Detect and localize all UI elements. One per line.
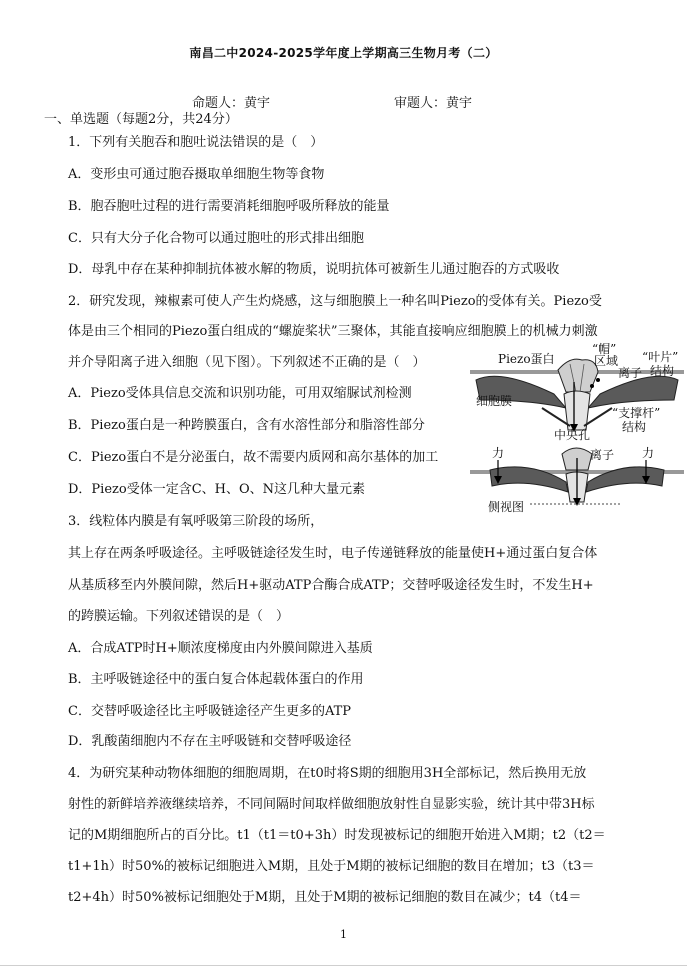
q4-stem-line-4: t1+1h）时50%的被标记细胞进入M期，且处于M期的被标记细胞的数目在增加；t3（t3＝ — [68, 859, 595, 874]
q1-option-c: C．只有大分子化合物可以通过胞吐的形式排出细胞 — [68, 231, 364, 246]
label-cap-1: “帽” — [592, 342, 617, 356]
q2-option-d: D．Piezo受体一定含C、H、O、N这几种大量元素 — [68, 482, 366, 497]
q3-stem-line-2: 其上存在两条呼吸途径。主呼吸链途径发生时，电子传递链释放的能量使H+通过蛋白复合体 — [68, 546, 598, 561]
q1-stem: 1．下列有关胞吞和胞吐说法错误的是（ ） — [68, 135, 324, 150]
label-force-left: 力 — [492, 446, 505, 460]
q3-option-a: A．合成ATP时H+顺浓度梯度由内外膜间隙进入基质 — [68, 641, 373, 656]
exam-title: 南昌二中2024-2025学年度上学期高三生物月考（二） — [189, 46, 498, 60]
q4-stem-line-2: 射性的新鲜培养液继续培养，不同间隔时间取样做细胞放射性自显影实验，统计其中带3H标 — [68, 797, 595, 812]
q2-stem-line-1: 2．研究发现，辣椒素可使人产生灼烧感，这与细胞膜上一种名叫Piezo的受体有关。Piezo受 — [68, 294, 602, 309]
q4-stem-line-5: t2+4h）时50%被标记细胞处于M期，且处于M期的被标记细胞的数目在减少；t4（t4＝ — [68, 890, 582, 905]
label-ion-top: 离子 — [618, 366, 643, 380]
label-force-right: 力 — [642, 446, 655, 460]
label-side-view: 侧视图 — [488, 500, 525, 514]
page-number: 1 — [340, 928, 347, 941]
ion-dot — [596, 378, 600, 382]
q3-stem-line-3: 从基质移至内外膜间隙，然后H+驱动ATP合酶合成ATP；交替呼吸途径发生时，不发生H+ — [68, 578, 594, 593]
q1-option-b: B．胞吞胞吐过程的进行需要消耗细胞呼吸所释放的能量 — [68, 199, 390, 214]
label-membrane: 细胞膜 — [476, 394, 513, 408]
q2-stem-line-3: 并介导阳离子进入细胞（见下图）。下列叙述不正确的是（ ） — [68, 355, 426, 370]
right-blade — [588, 376, 678, 408]
setter-line: 命题人：黄宇 — [192, 96, 271, 111]
q3-stem-line-4: 的跨膜运输。下列叙述错误的是（ ） — [68, 609, 290, 624]
q4-stem-line-3: 记的M期细胞所占的百分比。t1（t1＝t0+3h）时发现被标记的细胞开始进入M期；t2（t2＝ — [68, 828, 606, 843]
q1-option-d: D．母乳中存在某种抑制抗体被水解的物质，说明抗体可被新生儿通过胞吞的方式吸收 — [68, 262, 560, 277]
label-beam-2: 结构 — [622, 420, 647, 434]
label-cap-2: 区域 — [594, 354, 619, 368]
reviewer-line: 审题人：黄宇 — [394, 96, 473, 111]
bottom-rule — [0, 965, 687, 966]
section-heading: 一、单选题（每题2分，共24分） — [44, 112, 238, 127]
q3-stem-line-1: 3．线粒体内膜是有氧呼吸第三阶段的场所， — [68, 514, 324, 529]
q3-option-c: C．交替呼吸途径比主呼吸链途径产生更多的ATP — [68, 704, 352, 719]
label-beam-1: “支撑杆” — [612, 406, 661, 420]
q3-option-b: B．主呼吸链途径中的蛋白复合体起载体蛋白的作用 — [68, 672, 364, 687]
label-ion-bottom: 离子 — [590, 448, 615, 462]
q4-stem-line-1: 4．为研究某种动物体细胞的细胞周期，在t0时将S期的细胞用3H全部标记，然后换用无放 — [68, 766, 587, 781]
piezo-figure — [470, 342, 684, 518]
q2-option-c: C．Piezo蛋白不是分泌蛋白，故不需要内质网和高尔基体的加工 — [68, 450, 439, 465]
q1-option-a: A．变形虫可通过胞吞摄取单细胞生物等食物 — [68, 167, 325, 182]
q2-stem-line-2: 体是由三个相同的Piezo蛋白组成的“螺旋桨状”三聚体，其能直接响应细胞膜上的机械力刺激 — [68, 324, 598, 339]
label-central-pore: 中央孔 — [554, 428, 591, 442]
label-blade-1: “叶片” — [642, 350, 679, 364]
q3-option-d: D．乳酸菌细胞内不存在主呼吸链和交替呼吸途径 — [68, 734, 352, 749]
q2-option-b: B．Piezo蛋白是一种跨膜蛋白，含有水溶性部分和脂溶性部分 — [68, 418, 425, 433]
q2-option-a: A．Piezo受体具信息交流和识别功能，可用双缩脲试剂检测 — [68, 386, 412, 401]
label-blade-2: 结构 — [650, 364, 675, 378]
label-piezo-protein: Piezo蛋白 — [498, 352, 555, 366]
